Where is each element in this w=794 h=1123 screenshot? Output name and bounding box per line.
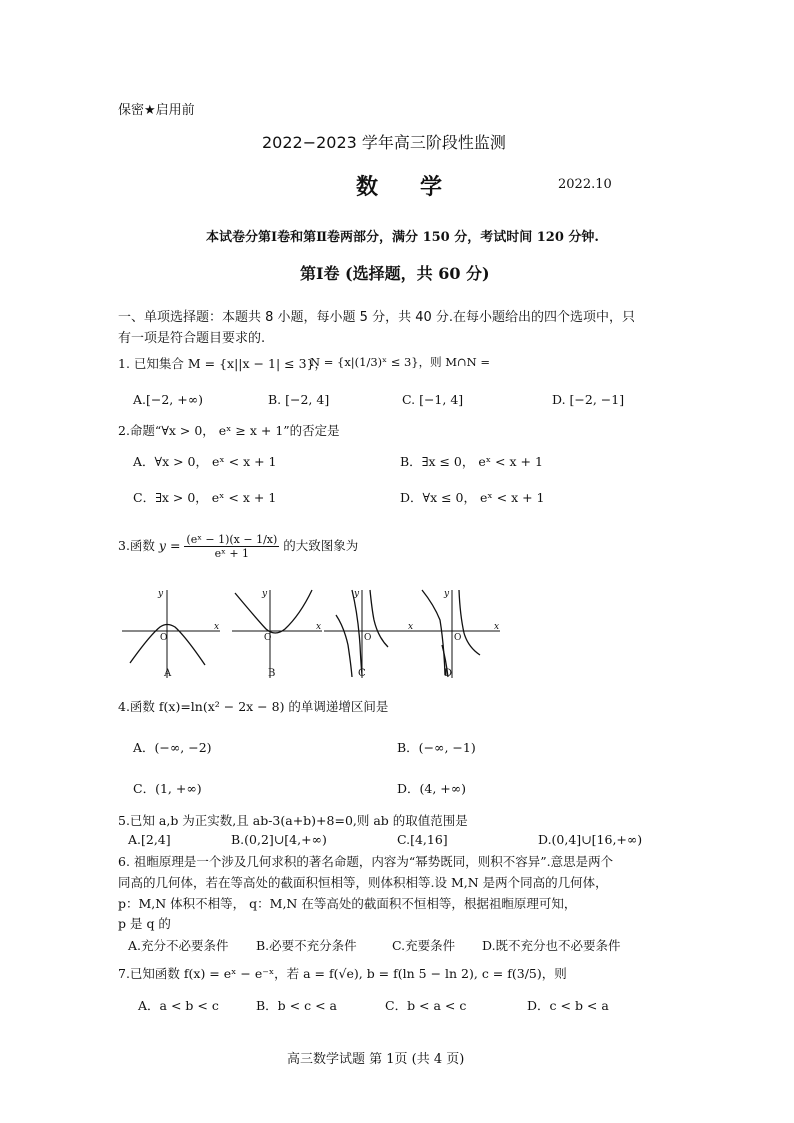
q2-option-d: D．∀x ≤ 0， eˣ < x + 1 [400,490,545,505]
q1-stem-b: N = {x|(1/3)ˣ ≤ 3}，则 M∩N = [310,355,491,369]
q4-stem: 4.函数 f(x)=ln(x² − 2x − 8) 的单调递增区间是 [118,699,389,714]
q7-option-d: D．c < b < a [527,998,609,1013]
exam-title: 2022−2023 学年高三阶段性监测 [262,133,506,152]
q2-stem: 2.命题“∀x > 0， eˣ ≥ x + 1”的否定是 [118,423,340,438]
q4-option-c: C．(1, +∞) [133,781,202,796]
q3-graph-a [120,585,225,680]
q3-graph-c-origin: O [364,633,372,643]
q3-graph-b-axis-x: x [316,622,322,632]
q7-option-c: C．b < a < c [385,998,467,1013]
confidential-label: 保密★启用前 [118,103,195,118]
q3-denominator: eˣ + 1 [214,547,250,560]
q6-option-a: A.充分不必要条件 [128,938,229,953]
q1-option-a: A.[−2, +∞) [133,392,204,407]
q6-line1: 6. 祖暅原理是一个涉及几何求积的著名命题，内容为“幂势既同，则积不容异”.意思是两个 [118,854,614,869]
q4-option-d: D．(4, +∞) [397,781,467,796]
q5-stem: 5.已知 a,b 为正实数,且 ab-3(a+b)+8=0,则 ab 的取值范围是 [118,813,468,828]
q7-stem: 7.已知函数 f(x) = eˣ − e⁻ˣ，若 a = f(√e), b = f(ln 5 − ln 2), c = f(3/5)，则 [118,966,567,981]
q3-graph-a-axis-x: x [214,622,220,632]
q1-option-d: D. [−2, −1] [552,392,625,407]
q6-option-c: C.充要条件 [392,938,456,953]
exam-note: 本试卷分第Ⅰ卷和第Ⅱ卷两部分，满分 150 分，考试时间 120 分钟. [206,230,599,245]
subject-title: 数 学 [356,174,453,200]
q5-option-b: B.(0,2]∪[4,+∞) [231,832,327,847]
q3-graph-c-axis-x: x [408,622,414,632]
q3-graph-c [322,585,417,680]
q3-y-eq: y = [158,538,181,553]
q6-option-b: B.必要不充分条件 [256,938,357,953]
section-instruction-line2: 有一项是符合题目要求的. [118,331,266,346]
q2-option-c: C．∃x > 0， eˣ < x + 1 [133,490,277,505]
q3-graph-c-label: C [358,668,366,679]
q7-option-a: A．a < b < c [138,998,219,1013]
q3-stem [118,533,358,560]
q2-option-b: B．∃x ≤ 0， eˣ < x + 1 [400,454,543,469]
q4-option-a: A．(−∞, −2) [133,740,212,755]
page-footer: 高三数学试题 第 1页 (共 4 页) [287,1052,465,1067]
q2-option-a: A．∀x > 0， eˣ < x + 1 [133,454,277,469]
q3-graph-b [230,585,325,680]
q4-option-b: B．(−∞, −1) [397,740,476,755]
q7-option-b: B．b < c < a [256,998,337,1013]
q3-graph-d-label: D [444,668,453,679]
q3-suffix: 的大致图象为 [283,538,359,553]
q1-option-b: B. [−2, 4] [268,392,330,407]
q1-stem-a: 1. 已知集合 M = {x||x − 1| ≤ 3}， [118,356,327,371]
part-title: 第Ⅰ卷 (选择题，共 60 分) [300,264,490,283]
section-instruction-line1: 一、单项选择题：本题共 8 小题，每小题 5 分，共 40 分.在每小题给出的四个选项中，只 [118,310,636,325]
q3-graph-c-axis-y: y [354,589,360,599]
q3-graph-b-axis-y: y [262,589,268,599]
q3-graph-b-origin: O [264,633,272,643]
q3-graph-a-origin: O [160,633,168,643]
q6-line2: 同高的几何体，若在等高处的截面积恒相等，则体积相等.设 M,N 是两个同高的几何体， [118,875,608,890]
q3-graph-b-label: B [268,668,276,679]
q6-line3: p：M,N 体积不相等， q：M,N 在等高处的截面积不恒相等，根据祖暅原理可知， [118,896,577,911]
q3-graph-d [412,585,502,680]
q3-graph-d-axis-x: x [494,622,500,632]
q3-graph-d-axis-y: y [444,589,450,599]
q1-option-c: C. [−1, 4] [402,392,464,407]
q3-graph-d-origin: O [454,633,462,643]
q3-graph-a-axis-y: y [158,589,164,599]
q5-option-c: C.[4,16] [397,832,448,847]
q6-option-d: D.既不充分也不必要条件 [482,938,621,953]
q3-prefix: 3.函数 [118,538,155,553]
q6-line4: p 是 q 的 [118,916,171,931]
q3-numerator: (eˣ − 1)(x − 1/x) [186,533,278,546]
q3-graph-a-label: A [164,668,172,679]
q5-option-a: A.[2,4] [128,832,171,847]
q3-fraction [184,533,279,560]
exam-date: 2022.10 [558,177,612,192]
q5-option-d: D.(0,4]∪[16,+∞) [538,832,643,847]
